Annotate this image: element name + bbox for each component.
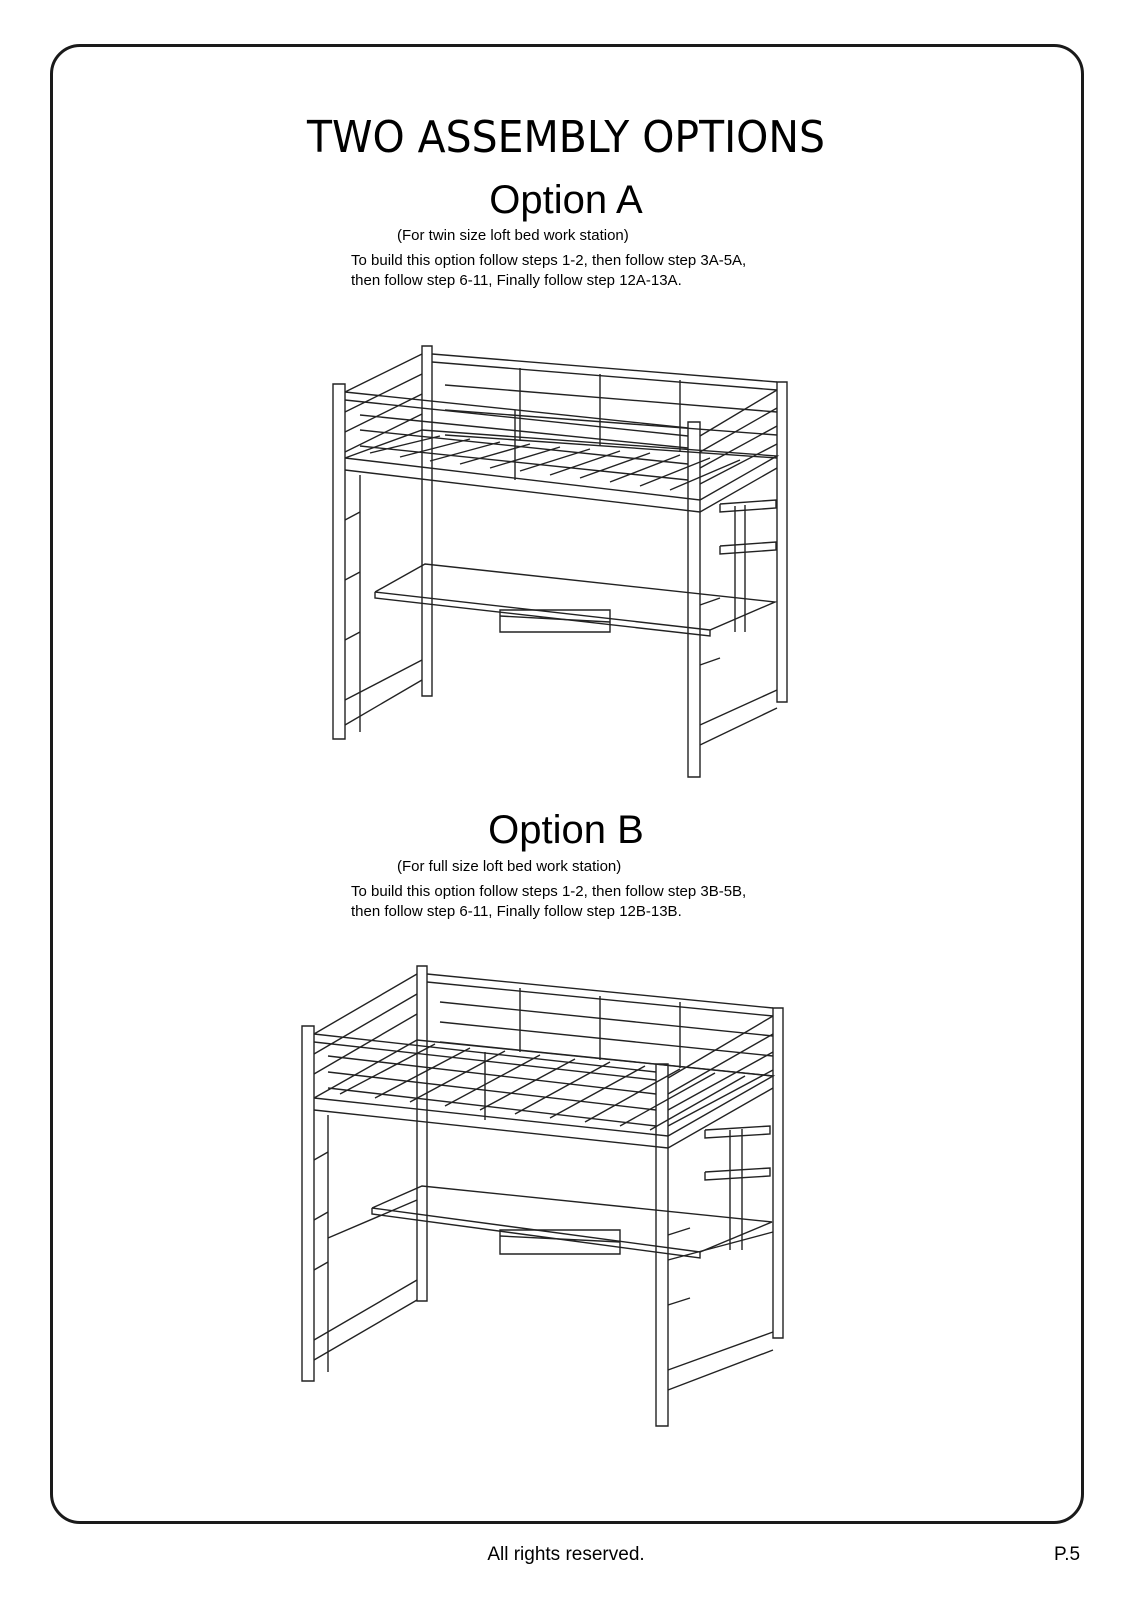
option-a-loft-bed-illustration xyxy=(330,340,810,800)
option-b-subtitle: (For full size loft bed work station) xyxy=(397,858,622,875)
option-b-loft-bed-illustration xyxy=(300,960,810,1440)
option-a-instructions-line1: To build this option follow steps 1-2, then follow step 3A-5A, xyxy=(351,252,747,269)
option-a-subtitle: (For twin size loft bed work station) xyxy=(397,227,629,244)
footer-copyright: All rights reserved. xyxy=(487,1544,645,1565)
option-b-instructions-line1: To build this option follow steps 1-2, then follow step 3B-5B, xyxy=(351,883,747,900)
page-number: P.5 xyxy=(1054,1544,1081,1565)
option-a-instructions xyxy=(351,251,746,291)
option-a-heading: Option A xyxy=(489,178,643,222)
option-b-heading: Option B xyxy=(488,808,644,852)
option-b-instructions xyxy=(351,882,746,922)
option-a-instructions-line2: then follow step 6-11, Finally follow step 12A-13A. xyxy=(351,272,682,289)
option-b-instructions-line2: then follow step 6-11, Finally follow step 12B-13B. xyxy=(351,903,682,920)
page-title: TWO ASSEMBLY OPTIONS xyxy=(307,112,825,163)
